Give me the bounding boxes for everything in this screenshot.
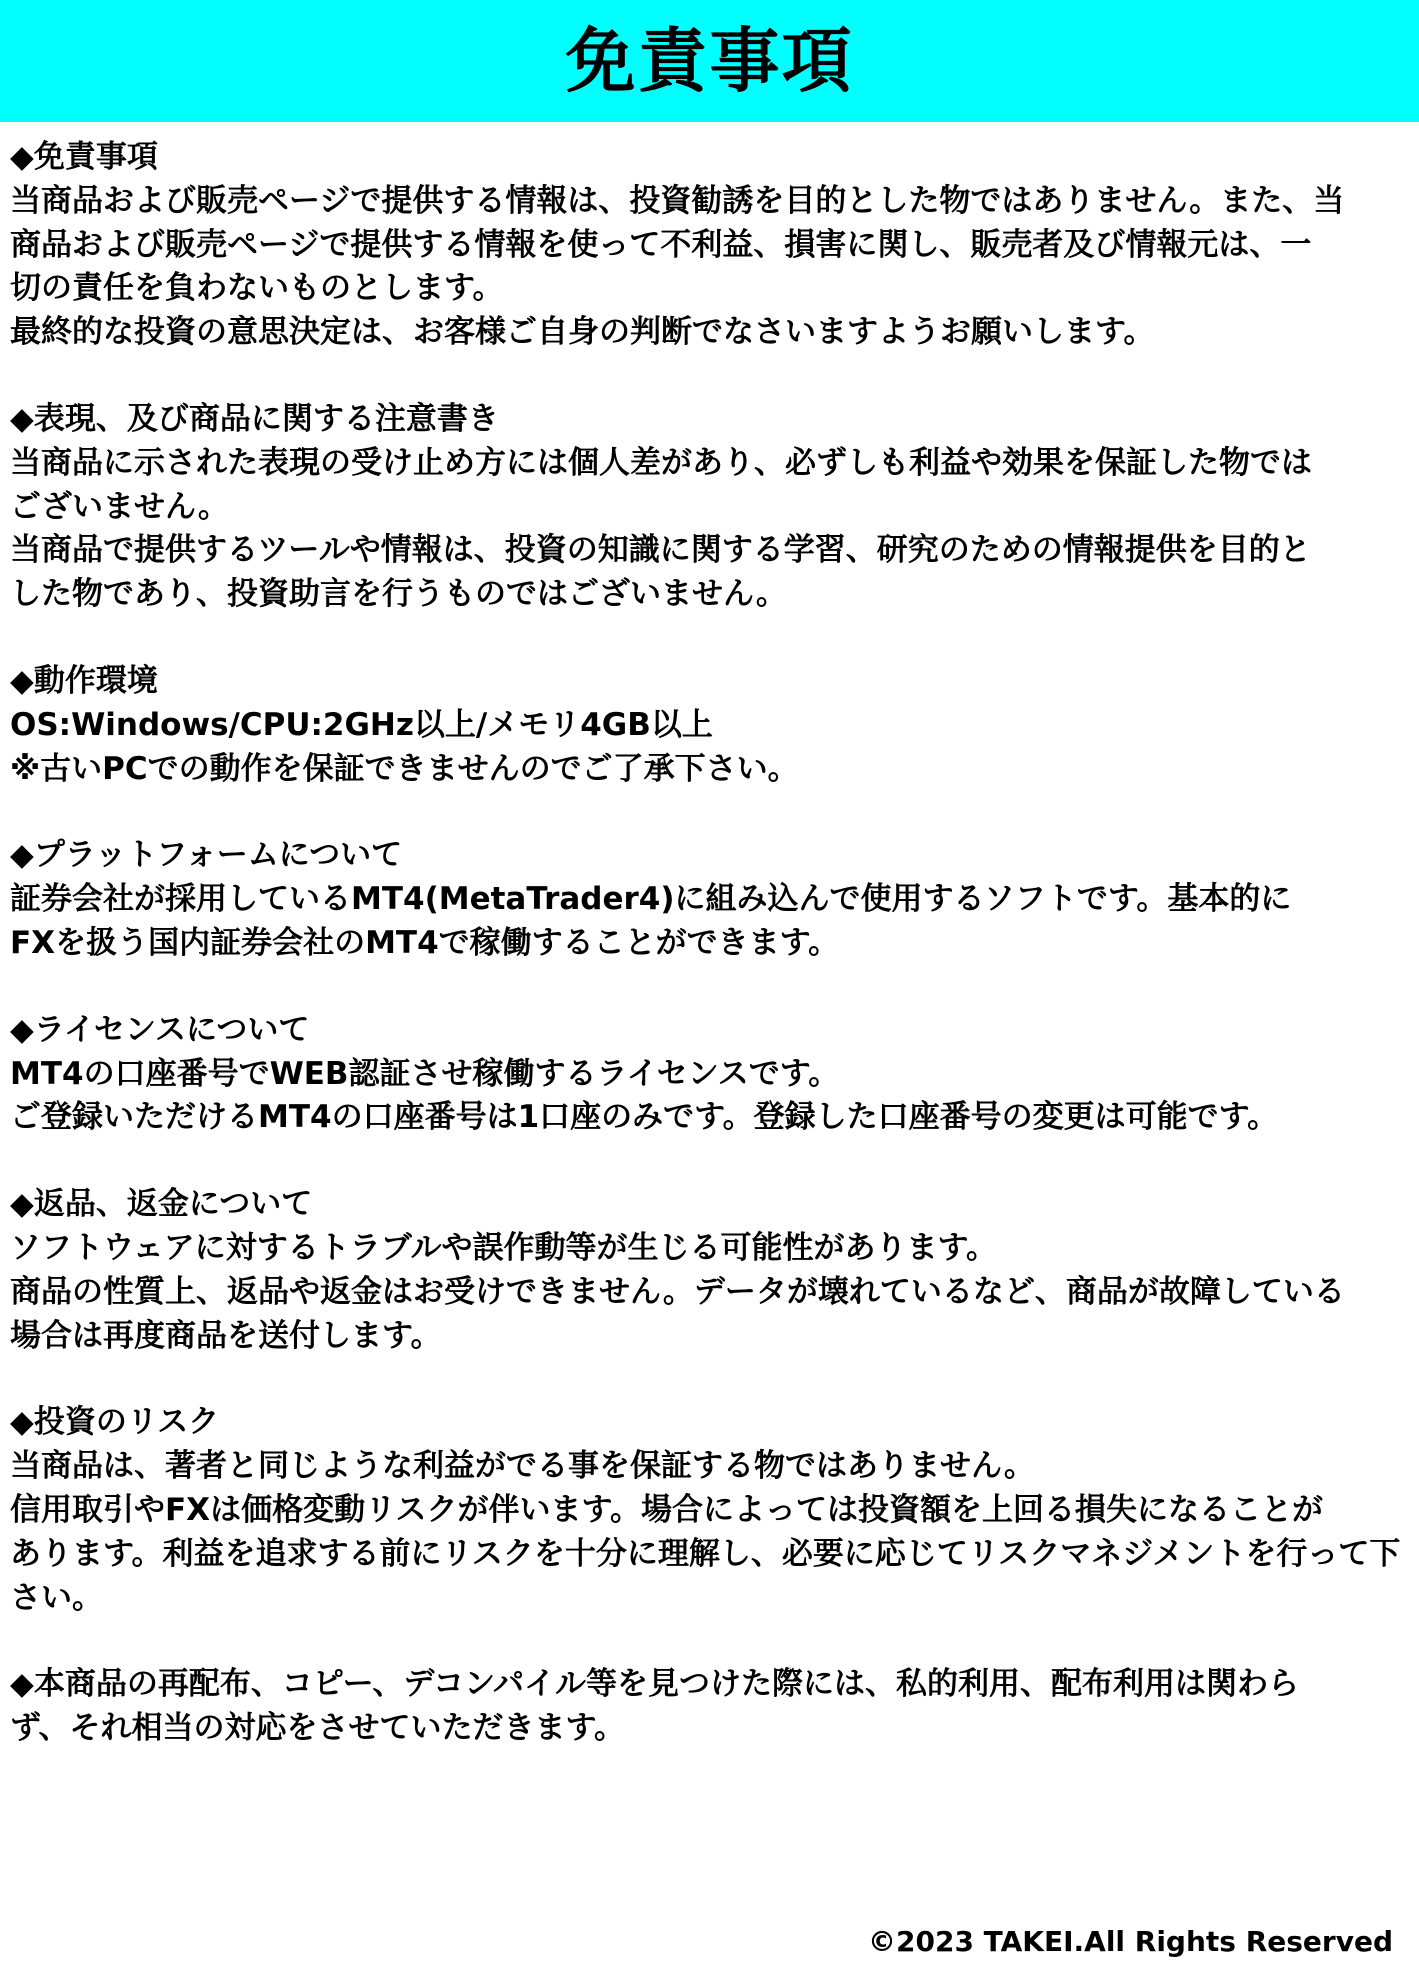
paragraph-line: 商品および販売ページで提供する情報を使って不利益、損害に関し、販売者及び情報元は、一 [10,226,1312,263]
section-platform [10,834,1340,965]
paragraph-line: ソフトウェアに対するトラブルや誤作動等が生じる可能性があります。 [10,1229,998,1266]
section-heading: ◆免責事項 [10,139,158,175]
paragraph-line: 当商品および販売ページで提供する情報は、投資勧誘を目的とした物ではありません。また、当 [10,182,1345,219]
paragraph-line: 場合は再度商品を送付します。 [10,1317,442,1354]
copyright-notice: ©2023 TAKEI.All Rights Reserved [868,1925,1393,1958]
disclaimer-body [10,136,1401,1794]
paragraph-line: 当商品で提供するツールや情報は、投資の知識に関する学習、研究のための情報提供を目的と [10,532,1311,569]
paragraph-line: 最終的な投資の意思決定は、お客様ご自身の判断でなさいますようお願いします。 [10,314,1155,351]
section-heading: ◆ライセンスについて [10,1011,310,1048]
paragraph-line: ございません。 [10,488,229,525]
paragraph-line: ご登録いただけるMT4の口座番号は1口座のみです。登録した口座番号の変更は可能です。 [10,1099,1279,1136]
section-expression-notice [10,398,1340,617]
section-heading: ◆本商品の再配布、コピー、デコンパイル等を見つけた際には、私的利用、配布利用は関わら [10,1666,1299,1703]
section-heading: ◆動作環境 [10,662,158,699]
section-heading: ◆返品、返金について [10,1186,313,1223]
paragraph-line: OS:Windows/CPU:2GHz以上/メモリ4GB以上 [10,706,713,743]
paragraph-line: ※古いPCでの動作を保証できませんのでご了承下さい。 [10,750,799,787]
paragraph-line: した物であり、投資助言を行うものではございません。 [10,576,787,613]
section-returns-refunds [10,1183,1345,1358]
paragraph-line: 当商品に示された表現の受け止め方には個人差があり、必ずしも利益や効果を保証した物では [10,444,1312,481]
section-investment-risk [10,1401,1401,1620]
paragraph-line: 切の責任を負わないものとします。 [10,270,504,307]
section-heading: ◆表現、及び商品に関する注意書き [10,400,499,437]
section-redistribution [10,1663,1340,1751]
paragraph-line: ず、それ相当の対応をさせていただきます。 [10,1710,626,1747]
paragraph-line: 信用取引やFXは価格変動リスクが伴います。場合によっては投資額を上回る損失になることが [10,1491,1323,1528]
section-heading: ◆プラットフォームについて [10,837,403,874]
section-license [10,1009,1340,1140]
paragraph-line: あります。利益を追求する前にリスクを十分に理解し、必要に応じてリスクマネジメントを行って下 [10,1535,1401,1572]
paragraph-line: FXを扱う国内証券会社のMT4で稼働することができます。 [10,924,840,961]
page-title: 免責事項 [565,20,854,102]
paragraph-line: MT4の口座番号でWEB認証させ稼働するライセンスです。 [10,1055,840,1092]
paragraph-line: 当商品は、著者と同じような利益がでる事を保証する物ではありません。 [10,1448,1035,1485]
title-banner [0,0,1419,122]
paragraph-line: 証券会社が採用しているMT4(MetaTrader4)に組み込んで使用するソフトです。基本的に [10,881,1292,918]
paragraph-line: 商品の性質上、返品や返金はお受けできません。データが壊れているなど、商品が故障している [10,1273,1345,1310]
paragraph-line: さい。 [10,1579,103,1616]
section-operating-environment [10,660,1340,791]
section-heading: ◆投資のリスク [10,1404,220,1441]
section-disclaimer [10,136,1345,355]
